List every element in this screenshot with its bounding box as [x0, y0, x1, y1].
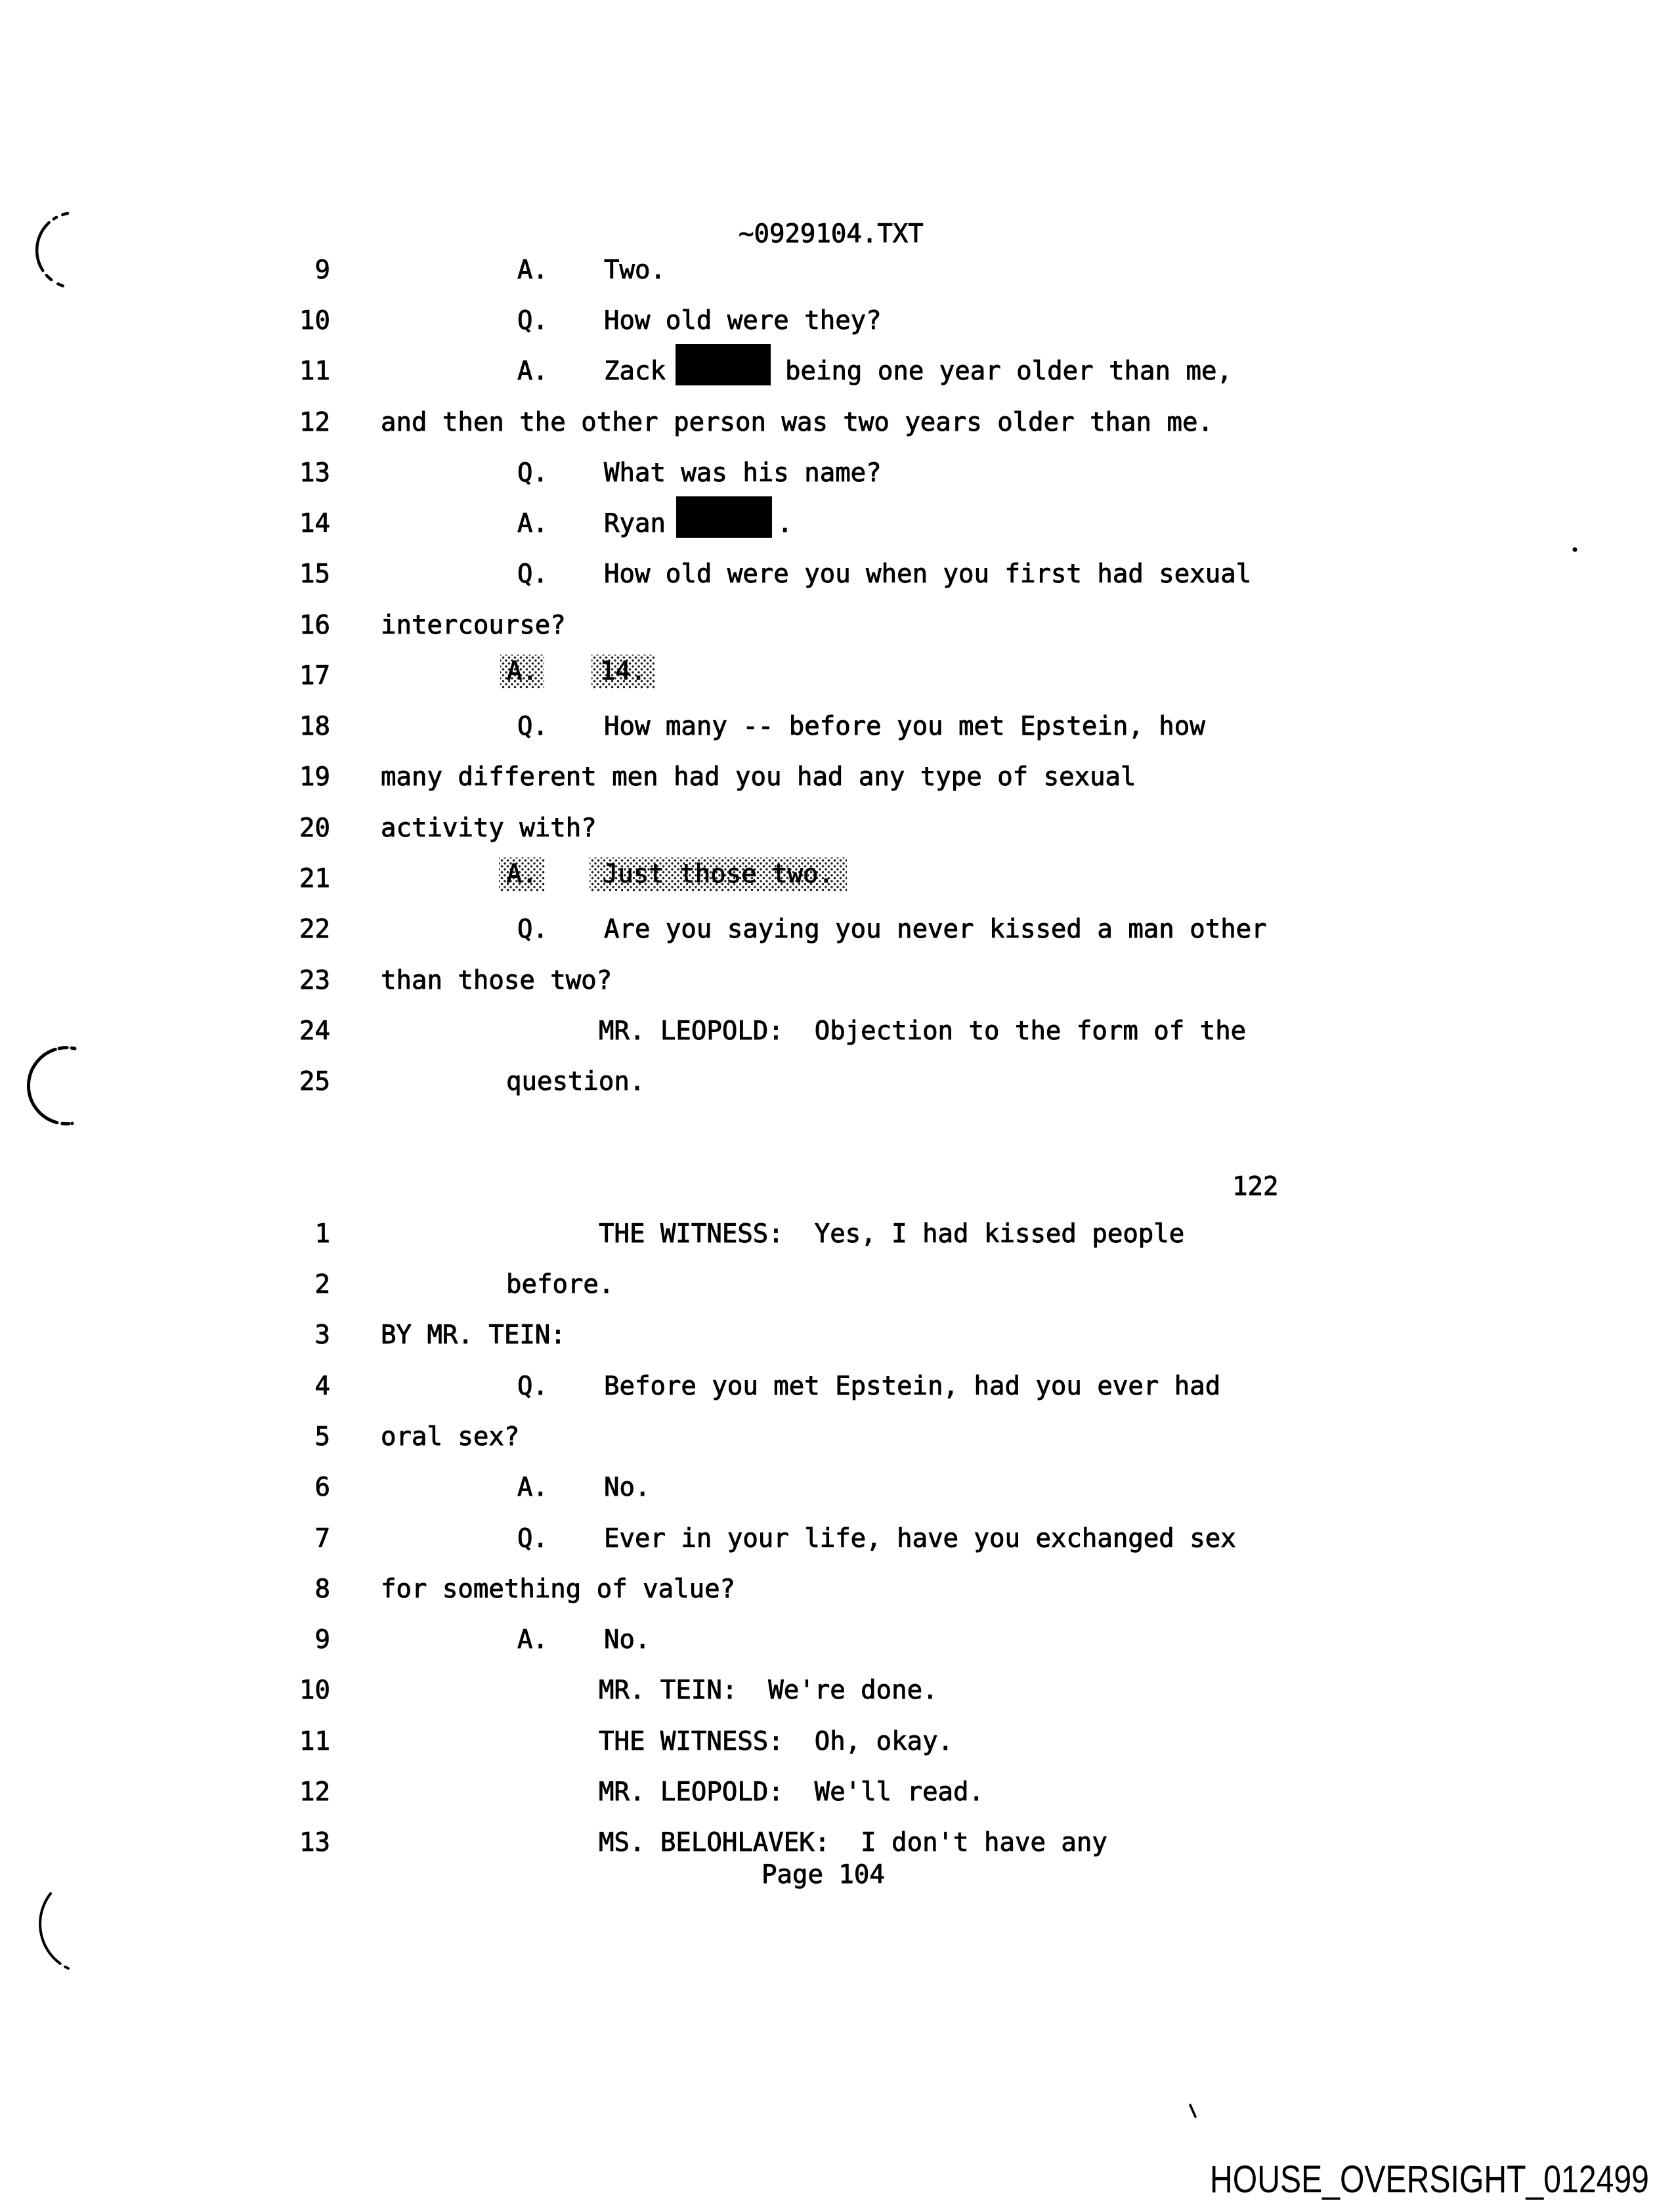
line-number: 2: [314, 1270, 330, 1299]
transcript-text: Are you saying you never kissed a man other: [604, 915, 1267, 944]
transcript-text: THE WITNESS: Yes, I had kissed people: [599, 1219, 1185, 1249]
line-number: 15: [299, 559, 330, 589]
hole-punch-arc-bottom: [40, 1894, 68, 1968]
transcript-text: Two.: [604, 255, 666, 285]
line-number: 11: [299, 1727, 330, 1756]
transcript-text: Ryan: [604, 509, 666, 538]
stipple-highlight: 14.: [591, 655, 655, 689]
line-number: 5: [314, 1422, 330, 1452]
line-number: 19: [299, 762, 330, 792]
transcript-text: No.: [604, 1473, 651, 1502]
transcript-text: A.: [517, 1473, 548, 1502]
transcript-text: oral sex?: [381, 1422, 520, 1452]
line-number: 18: [299, 712, 330, 741]
transcript-text: before.: [506, 1270, 614, 1299]
transcript-text: Q.: [517, 712, 548, 741]
transcript-text: What was his name?: [604, 458, 882, 488]
transcript-text: and then the other person was two years older than me.: [381, 408, 1213, 437]
transcript-text: How many -- before you met Epstein, how: [604, 712, 1205, 741]
transcript-text: Before you met Epstein, had you ever had: [604, 1372, 1221, 1401]
transcript-text: Q.: [517, 458, 548, 488]
line-number: 1: [314, 1219, 330, 1249]
line-number: 20: [299, 813, 330, 843]
line-number: 12: [299, 408, 330, 437]
transcript-text: being one year older than me,: [785, 357, 1232, 386]
transcript-text: activity with?: [381, 813, 597, 843]
hole-punch-arc-middle: [28, 1048, 75, 1124]
line-number: 14: [299, 509, 330, 538]
header-filename: ~0929104.TXT: [739, 219, 924, 249]
transcript-text: Q.: [517, 1372, 548, 1401]
line-number: 12: [299, 1777, 330, 1807]
transcript-text: MR. TEIN: We're done.: [599, 1676, 938, 1705]
stipple-highlight: Just those two.: [590, 857, 847, 892]
transcript-text: Q.: [517, 306, 548, 336]
transcript-text: How old were you when you first had sexual: [604, 559, 1252, 589]
transcript-text: A.: [517, 357, 548, 386]
line-number: 13: [299, 458, 330, 488]
line-number: 9: [314, 255, 330, 285]
line-number: 6: [314, 1473, 330, 1502]
transcript-text: A.: [517, 255, 548, 285]
transcript-text: Zack: [604, 357, 666, 386]
transcript-text: MR. LEOPOLD: We'll read.: [599, 1777, 984, 1807]
stipple-highlight: A.: [500, 655, 544, 689]
line-number: 9: [314, 1625, 330, 1655]
transcript-text: Q.: [517, 559, 548, 589]
transcript-text: How old were they?: [604, 306, 882, 336]
transcript-text: than those two?: [381, 966, 612, 995]
line-number: 16: [299, 611, 330, 640]
ink-speck: [1573, 548, 1577, 552]
pen-tick-mark: [1190, 2105, 1195, 2117]
redaction-box: [676, 496, 772, 538]
transcript-text: for something of value?: [381, 1574, 736, 1604]
transcript-text: THE WITNESS: Oh, okay.: [599, 1727, 954, 1756]
line-number: 22: [299, 915, 330, 944]
line-number: 25: [299, 1067, 330, 1096]
line-number: 13: [299, 1828, 330, 1857]
transcript-text: many different men had you had any type of sexual: [381, 762, 1136, 792]
transcript-text: Q.: [517, 1524, 548, 1553]
transcript-text: No.: [604, 1625, 651, 1655]
line-number: 4: [314, 1372, 330, 1401]
line-number: 7: [314, 1524, 330, 1553]
line-number: 3: [314, 1320, 330, 1350]
transcript-text: A.: [517, 1625, 548, 1655]
line-number: 24: [299, 1016, 330, 1046]
line-number: 23: [299, 966, 330, 995]
line-number: 8: [314, 1574, 330, 1604]
transcript-text: Q.: [517, 915, 548, 944]
stipple-highlight: A.: [499, 857, 545, 892]
line-number: 10: [299, 306, 330, 336]
transcript-text: MR. LEOPOLD: Objection to the form of the: [599, 1016, 1247, 1046]
line-number: 11: [299, 357, 330, 386]
bates-stamp: HOUSE_OVERSIGHT_012499: [1210, 2158, 1649, 2201]
transcript-text: question.: [506, 1067, 645, 1096]
footer-page-label: Page 104: [762, 1860, 885, 1890]
transcript-page-number: 122: [1232, 1172, 1279, 1202]
line-number: 21: [299, 864, 330, 894]
transcript-text: Ever in your life, have you exchanged sex: [604, 1524, 1236, 1553]
transcript-text: .: [777, 509, 793, 538]
transcript-text: intercourse?: [381, 611, 566, 640]
transcript-text: BY MR. TEIN:: [381, 1320, 566, 1350]
line-number: 17: [299, 661, 330, 691]
hole-punch-arc-top: [37, 213, 68, 287]
transcript-text: MS. BELOHLAVEK: I don't have any: [599, 1828, 1107, 1857]
transcript-text: A.: [517, 509, 548, 538]
redaction-box: [676, 344, 771, 385]
line-number: 10: [299, 1676, 330, 1705]
